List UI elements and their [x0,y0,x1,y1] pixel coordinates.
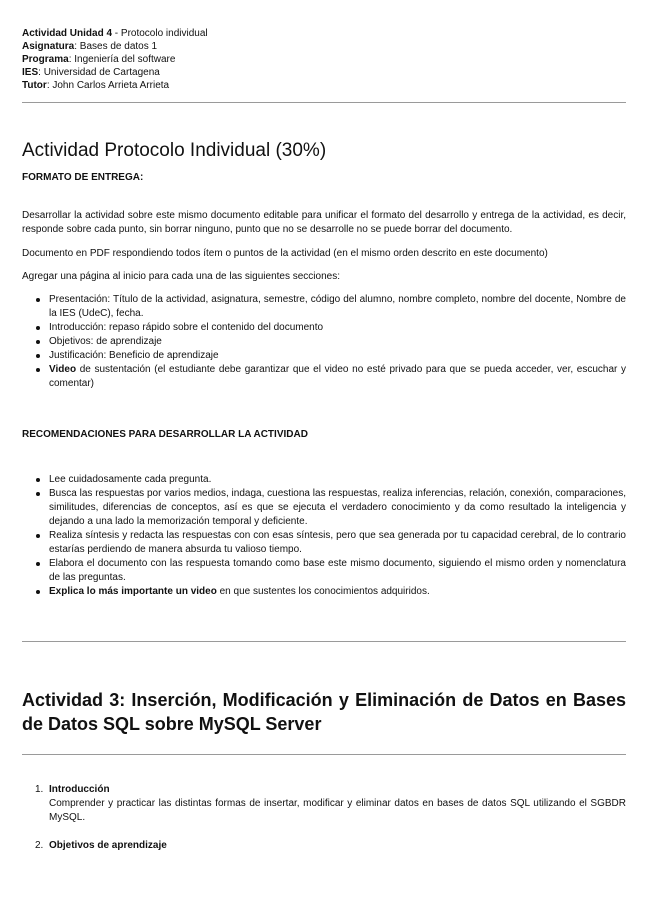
header-sep: - [112,28,121,39]
header-label: Actividad Unidad 4 [22,28,113,39]
bullet-icon [36,534,40,538]
item-number: 2. [35,840,44,851]
recommendations-list [22,473,626,599]
bullet-icon [36,562,40,566]
bullet-icon [36,478,40,482]
bullet-icon [36,298,40,302]
header-value: John Carlos Arrieta Arrieta [52,80,170,91]
header-program-line [22,53,175,66]
paragraph: Agregar una página al inicio para cada una de las siguientes secciones: [22,271,340,282]
header-value: Universidad de Cartagena [43,67,160,78]
sections-list [22,293,626,391]
list-item [22,557,626,585]
header-value: Protocolo individual [120,28,208,39]
list-item [22,363,626,391]
header-sep: : [74,41,80,52]
recommendations-heading: RECOMENDACIONES PARA DESARROLLAR LA ACTIVIDAD [22,429,308,440]
section-title: Actividad Protocolo Individual (30%) [22,140,327,161]
item-body: Comprender y practicar las distintas formas de insertar, modificar y eliminar datos en bases de datos SQL utilizando el SGBDR MySQL. [49,798,626,823]
header-sep: : [46,80,53,91]
list-item-text: en que sustentes los conocimientos adquiridos. [216,586,430,597]
item-title: Introducción [49,784,110,795]
divider [22,641,626,642]
list-item [22,783,626,825]
header-subject-line [22,40,157,53]
list-item-text: Elabora el documento con las respuesta tomando como base este mismo documento, siguiendo el mismo orden y nomenclatura de las preguntas. [49,558,626,583]
header-ies-line [22,66,160,79]
list-item [22,529,626,557]
list-item [22,349,626,363]
header-activity-line [22,27,208,40]
header-label: IES [22,67,39,78]
list-item [22,321,626,335]
header-value: Ingeniería del software [74,54,176,65]
list-item [22,839,626,853]
list-item [22,585,626,599]
list-item-text: Objetivos: de aprendizaje [49,336,162,347]
list-item-text: Lee cuidadosamente cada pregunta. [49,474,212,485]
paragraph: Documento en PDF respondiendo todos ítem o puntos de la actividad (en el mismo orden descrito en este documento) [22,248,548,259]
header-sep: : [68,54,75,65]
header-label: Tutor [22,80,47,91]
list-item-bold: Video [49,364,77,375]
format-heading: FORMATO DE ENTREGA: [22,172,144,183]
bullet-icon [36,326,40,330]
bullet-icon [36,354,40,358]
list-item-text: Introducción: repaso rápido sobre el contenido del documento [49,322,324,333]
divider [22,102,626,103]
header-value: Bases de datos 1 [79,41,158,52]
bullet-icon [36,492,40,496]
header-label: Asignatura [22,41,75,52]
list-item-bold: Explica lo más importante un video [49,586,217,597]
list-item [22,335,626,349]
list-item [22,487,626,529]
bullet-icon [36,590,40,594]
activity-numbered-list [22,783,626,853]
header-sep: : [38,67,44,78]
item-title: Objetivos de aprendizaje [49,840,167,851]
paragraph: Desarrollar la actividad sobre este mismo documento editable para unificar el formato del desarrollo y entrega de la actividad, es decir, responde sobre cada punto, sin borrar ninguno, punto que no se desarrolle no se puede borrar del documento. [22,210,626,235]
header-tutor-line [22,79,169,92]
list-item-text: Presentación: Título de la actividad, asignatura, semestre, código del alumno, nombre completo, nombre del docente, Nombre de la IES (UdeC), fecha. [49,294,626,319]
list-item-text: Busca las respuestas por varios medios, indaga, cuestiona las respuestas, realiza inferencias, relación, conexión, comparaciones, similitudes, diferencias de conceptos, así es que se ejecuta el verdadero conocimiento y da como resultado la inteligencia y dejando a una lado la memorización temporal y deficiente. [49,488,626,527]
list-item-text: Justificación: Beneficio de aprendizaje [49,350,219,361]
header-label: Programa [22,54,69,65]
list-item [22,293,626,321]
list-item [22,473,626,487]
item-number: 1. [35,784,44,795]
list-item-text: Realiza síntesis y redacta las respuestas con con esas síntesis, pero que sea generada por tu capacidad cerebral, de lo contrario estarías perdiendo de manera absurda tu valioso tiempo. [49,530,626,555]
bullet-icon [36,368,40,372]
section-title: Actividad 3: Inserción, Modificación y Eliminación de Datos en Bases de Datos SQL sobre MySQL Server [22,690,626,734]
list-item-text: de sustentación (el estudiante debe garantizar que el video no esté privado para que se pueda acceder, ver, escuchar y comentar) [49,364,626,389]
bullet-icon [36,340,40,344]
divider [22,754,626,755]
